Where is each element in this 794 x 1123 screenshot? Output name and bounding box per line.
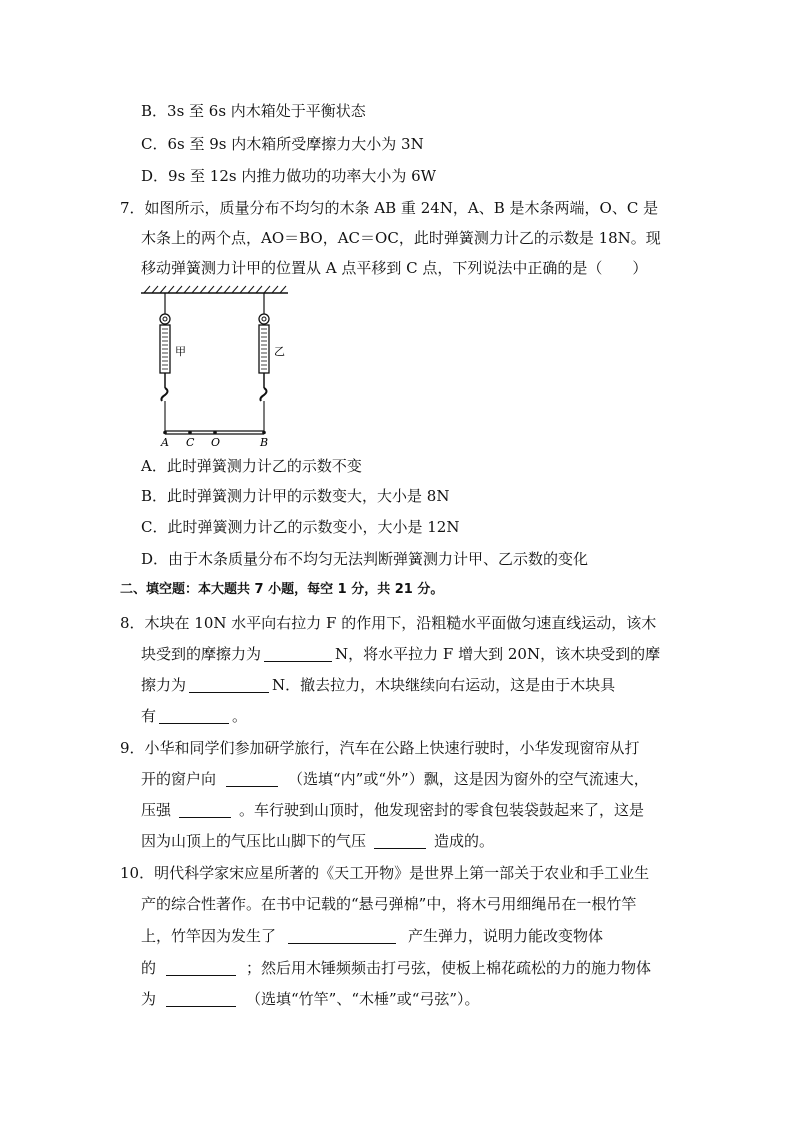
q10-blank-2[interactable] [166, 959, 236, 976]
q10-line-3: 上，竹竿因为发生了 产生弹力，说明力能改变物体 [141, 927, 604, 945]
q9-line-2: 开的窗户向 （选填“内”或“外”）飘，这是因为窗外的空气流速大， [141, 770, 649, 788]
q9-line-1: 9．小华和同学们参加研学旅行，汽车在公路上快速行驶时，小华发现窗帘从打 [120, 739, 640, 757]
q8-blank-1[interactable] [264, 645, 332, 662]
q10-line-4: 的 ；然后用木锤频频击打弓弦，使板上棉花疏松的力的施力物体 [141, 959, 652, 977]
q7-option-c: C．此时弹簧测力计乙的示数变小，大小是 12N [141, 518, 460, 536]
q6-option-b: B．3s 至 6s 内木箱处于平衡状态 [141, 102, 366, 120]
section-2-title: 二、填空题：本大题共 7 小题，每空 1 分，共 21 分。 [120, 582, 444, 597]
point-b-label: B [260, 436, 269, 448]
point-c-label: C [186, 436, 195, 448]
spring-scale-figure [138, 283, 298, 448]
q7-option-a: A．此时弹簧测力计乙的示数不变 [141, 457, 362, 475]
q10-line-5: 为 （选填“竹竿”、“木棰”或“弓弦”）。 [141, 990, 480, 1008]
q8-blank-3[interactable] [159, 707, 229, 724]
q8-line-4: 有 。 [141, 707, 248, 725]
q9-blank-2[interactable] [179, 801, 231, 818]
q7-option-b: B．此时弹簧测力计甲的示数变大，大小是 8N [141, 487, 450, 505]
point-a-label: A [161, 436, 169, 448]
q10-blank-1[interactable] [288, 927, 396, 944]
q7-line-2: 木条上的两个点，AO＝BO，AC＝OC，此时弹簧测力计乙的示数是 18N。现 [141, 229, 661, 247]
q8-line-1: 8．木块在 10N 水平向右拉力 F 的作用下，沿粗糙水平面做匀速直线运动，该木 [120, 614, 657, 632]
q10-blank-3[interactable] [166, 990, 236, 1007]
q10-line-1: 10．明代科学家宋应星所著的《天工开物》是世界上第一部关于农业和手工业生 [120, 864, 650, 882]
q8-line-3: 擦力为 N．撤去拉力，木块继续向右运动，这是由于木块具 [141, 676, 616, 694]
label-yi: 乙 [274, 345, 285, 358]
q10-line-2: 产的综合性著作。在书中记载的“悬弓弹棉”中，将木弓用细绳吊在一根竹竿 [141, 895, 637, 913]
q8-line-2: 块受到的摩擦力为 N，将水平拉力 F 增大到 20N，该木块受到的摩 [141, 645, 661, 663]
q7-line-1: 7．如图所示，质量分布不均匀的木条 AB 重 24N，A、B 是木条两端，O、C 是 [120, 199, 659, 217]
q9-blank-3[interactable] [374, 832, 426, 849]
label-jia: 甲 [175, 345, 186, 358]
q9-line-4: 因为山顶上的气压比山脚下的气压 造成的。 [141, 832, 495, 850]
spring-scale-yi [259, 293, 285, 431]
wooden-bar-ab [160, 431, 268, 448]
spring-scale-jia [160, 293, 186, 431]
q6-option-d: D．9s 至 12s 内推力做功的功率大小为 6W [141, 167, 437, 185]
q8-blank-2[interactable] [189, 676, 269, 693]
q7-line-3: 移动弹簧测力计甲的位置从 A 点平移到 C 点，下列说法中正确的是（ ） [141, 259, 648, 277]
q6-option-c: C．6s 至 9s 内木箱所受摩擦力大小为 3N [141, 135, 424, 153]
q7-option-d: D．由于木条质量分布不均匀无法判断弹簧测力计甲、乙示数的变化 [141, 550, 589, 568]
point-o-label: O [211, 436, 221, 448]
q9-blank-1[interactable] [226, 770, 278, 787]
q9-line-3: 压强 。车行驶到山顶时，他发现密封的零食包装袋鼓起来了，这是 [141, 801, 645, 819]
